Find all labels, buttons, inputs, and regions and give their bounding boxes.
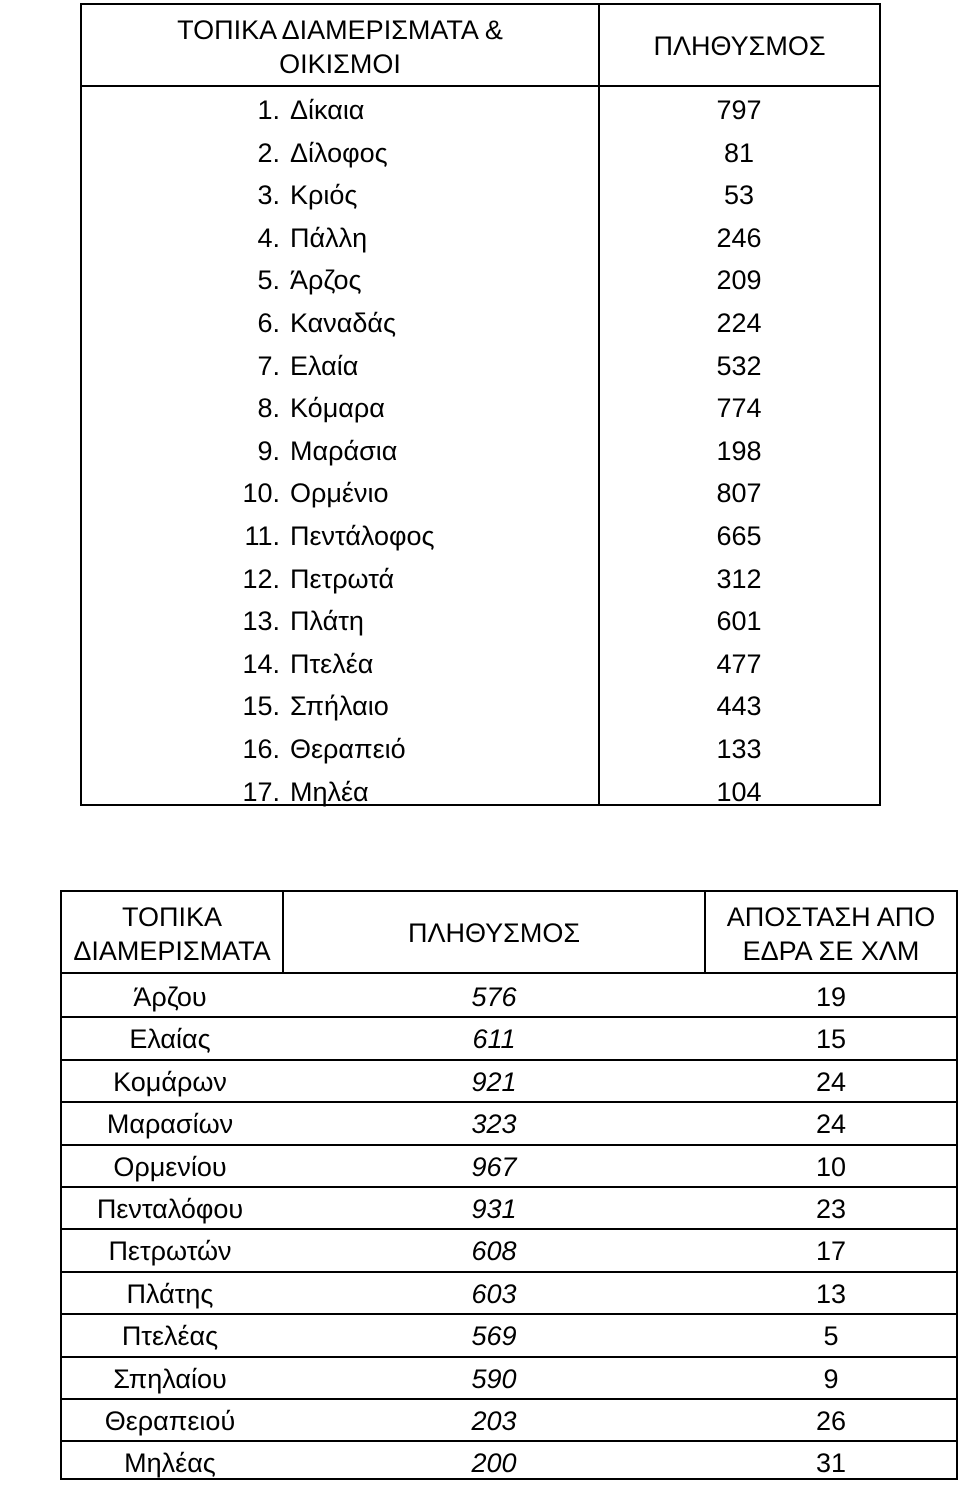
table-row bbox=[82, 259, 879, 302]
population-value: 477 bbox=[716, 648, 762, 679]
population-value: 603 bbox=[471, 1278, 517, 1309]
row-divider bbox=[62, 1271, 956, 1273]
distance-value: 17 bbox=[815, 1236, 847, 1267]
table-row bbox=[62, 1230, 956, 1272]
population-value: 443 bbox=[716, 691, 762, 722]
population-value: 611 bbox=[472, 1024, 516, 1055]
village-name: Πτελέα bbox=[290, 648, 374, 679]
population-value: 203 bbox=[471, 1405, 517, 1436]
table-row bbox=[62, 1273, 956, 1315]
table-row bbox=[62, 1103, 956, 1145]
district-name: Κομάρων bbox=[113, 1066, 227, 1097]
row-number: 15. bbox=[242, 691, 280, 722]
distance-value: 19 bbox=[815, 982, 847, 1012]
table-row bbox=[82, 558, 879, 601]
table-row bbox=[62, 1146, 956, 1188]
table-row bbox=[82, 600, 879, 643]
table-row bbox=[62, 976, 956, 1018]
population-value: 312 bbox=[716, 563, 762, 594]
header-local-districts bbox=[62, 900, 282, 968]
village-name: Μαράσια bbox=[290, 435, 398, 466]
table-row bbox=[62, 1315, 956, 1357]
row-divider bbox=[62, 1313, 956, 1315]
row-number: 9. bbox=[257, 435, 280, 466]
header-divider bbox=[82, 85, 879, 87]
table-row bbox=[62, 1018, 956, 1060]
village-name: Σπήλαιο bbox=[290, 691, 389, 722]
row-number: 5. bbox=[257, 265, 280, 296]
distance-value: 24 bbox=[815, 1066, 847, 1097]
village-name: Κόμαρα bbox=[290, 393, 385, 424]
row-divider bbox=[62, 1059, 956, 1061]
header-line-2: ΟΙΚΙΣΜΟΙ bbox=[279, 49, 401, 79]
row-divider bbox=[62, 1144, 956, 1146]
distance-value: 15 bbox=[815, 1024, 847, 1055]
villages-population-table bbox=[80, 3, 881, 806]
distance-value: 10 bbox=[815, 1151, 847, 1182]
population-value: 198 bbox=[716, 435, 762, 466]
table-row bbox=[82, 174, 879, 217]
distance-value: 24 bbox=[815, 1109, 847, 1140]
row-divider bbox=[62, 1016, 956, 1018]
table-row bbox=[62, 1442, 956, 1484]
district-name: Άρζου bbox=[133, 982, 207, 1012]
population-value: 209 bbox=[716, 265, 762, 296]
population-value: 967 bbox=[471, 1151, 517, 1182]
row-number: 2. bbox=[257, 137, 280, 168]
header-line-1: ΑΠΟΣΤΑΣΗ ΑΠΟ bbox=[726, 902, 936, 932]
table-row bbox=[82, 771, 879, 814]
table-row bbox=[82, 132, 879, 175]
header-distance bbox=[706, 900, 956, 968]
population-value: 576 bbox=[471, 982, 517, 1012]
table-row bbox=[62, 1188, 956, 1230]
header-local-districts bbox=[82, 13, 598, 81]
header-population: ΠΛΗΘΥΣΜΟΣ bbox=[653, 31, 826, 61]
village-name: Πάλλη bbox=[290, 222, 368, 253]
row-number: 14. bbox=[242, 648, 280, 679]
row-number: 12. bbox=[242, 563, 280, 594]
village-name: Καναδάς bbox=[290, 307, 397, 338]
distance-value: 9 bbox=[823, 1363, 839, 1394]
village-name: Κριός bbox=[290, 180, 358, 211]
population-value: 532 bbox=[716, 350, 762, 381]
village-name: Μηλέα bbox=[290, 776, 369, 807]
table-row bbox=[82, 345, 879, 388]
header-line-2: ΔΙΑΜΕΡΙΣΜΑΤΑ bbox=[73, 936, 271, 966]
village-name: Δίκαια bbox=[290, 95, 365, 125]
row-divider bbox=[62, 1356, 956, 1358]
table-row bbox=[82, 515, 879, 558]
row-number: 3. bbox=[257, 180, 280, 211]
row-number: 10. bbox=[242, 478, 280, 509]
header-line-1: ΤΟΠΙΚΑ ΔΙΑΜΕΡΙΣΜΑΤΑ & bbox=[177, 15, 503, 45]
district-name: Πτελέας bbox=[121, 1321, 219, 1352]
village-name: Ελαία bbox=[290, 350, 359, 381]
table-row bbox=[82, 685, 879, 728]
distance-value: 31 bbox=[815, 1448, 847, 1479]
population-value: 53 bbox=[723, 180, 755, 211]
population-value: 807 bbox=[716, 478, 762, 509]
header-divider bbox=[62, 972, 956, 974]
village-name: Θεραπειό bbox=[290, 733, 406, 764]
table-row bbox=[62, 1400, 956, 1442]
district-name: Μηλέας bbox=[124, 1448, 216, 1479]
district-name: Ορμενίου bbox=[113, 1151, 227, 1182]
village-name: Ορμένιο bbox=[290, 478, 389, 509]
village-name: Πεντάλοφος bbox=[290, 520, 435, 551]
row-number: 4. bbox=[257, 222, 280, 253]
population-value: 104 bbox=[716, 776, 762, 807]
districts-distance-table bbox=[60, 890, 958, 1480]
row-divider bbox=[62, 1440, 956, 1442]
table-row bbox=[82, 430, 879, 473]
population-value: 81 bbox=[723, 137, 755, 168]
row-divider bbox=[62, 1228, 956, 1230]
row-number: 8. bbox=[257, 393, 280, 424]
population-value: 921 bbox=[471, 1066, 517, 1097]
header-line-2: ΕΔΡΑ ΣΕ ΧΛΜ bbox=[742, 936, 920, 966]
district-name: Πλάτης bbox=[126, 1278, 214, 1309]
population-value: 601 bbox=[716, 606, 762, 637]
population-value: 200 bbox=[471, 1448, 517, 1479]
population-value: 246 bbox=[716, 222, 762, 253]
distance-value: 13 bbox=[815, 1278, 847, 1309]
population-value: 569 bbox=[471, 1321, 517, 1352]
population-value: 133 bbox=[716, 733, 762, 764]
population-value: 665 bbox=[716, 520, 762, 551]
population-value: 931 bbox=[471, 1193, 517, 1224]
district-name: Ελαίας bbox=[129, 1024, 211, 1055]
village-name: Πλάτη bbox=[290, 606, 364, 637]
table-row bbox=[62, 1358, 956, 1400]
distance-value: 23 bbox=[815, 1193, 847, 1224]
row-divider bbox=[62, 1186, 956, 1188]
distance-value: 5 bbox=[823, 1321, 839, 1352]
population-value: 774 bbox=[716, 393, 762, 424]
village-name: Δίλοφος bbox=[290, 137, 388, 168]
population-value: 590 bbox=[471, 1363, 517, 1394]
row-number: 6. bbox=[257, 307, 280, 338]
row-number: 16. bbox=[242, 733, 280, 764]
village-name: Πετρωτά bbox=[290, 563, 395, 594]
district-name: Μαρασίων bbox=[106, 1109, 234, 1140]
table-row bbox=[62, 1061, 956, 1103]
district-name: Θεραπειού bbox=[104, 1405, 236, 1436]
header-population: ΠΛΗΘΥΣΜΟΣ bbox=[407, 918, 581, 948]
table-row bbox=[82, 728, 879, 771]
distance-value: 26 bbox=[815, 1405, 847, 1436]
population-value: 608 bbox=[471, 1236, 517, 1267]
table-body bbox=[82, 89, 879, 813]
district-name: Πετρωτών bbox=[108, 1236, 232, 1267]
table-row bbox=[82, 643, 879, 686]
row-divider bbox=[62, 1101, 956, 1103]
row-number: 13. bbox=[242, 606, 280, 637]
row-number: 17. bbox=[242, 776, 280, 807]
row-number: 1. bbox=[257, 95, 280, 125]
table-row bbox=[82, 302, 879, 345]
population-value: 797 bbox=[716, 95, 762, 125]
row-divider bbox=[62, 1398, 956, 1400]
district-name: Σπηλαίου bbox=[113, 1363, 227, 1394]
population-value: 323 bbox=[471, 1109, 517, 1140]
row-number: 7. bbox=[257, 350, 280, 381]
table-row bbox=[82, 217, 879, 260]
row-number: 11. bbox=[244, 520, 280, 551]
population-value: 224 bbox=[716, 307, 762, 338]
district-name: Πενταλόφου bbox=[96, 1193, 244, 1224]
table-row bbox=[82, 89, 879, 132]
table-row bbox=[82, 472, 879, 515]
header-line-1: ΤΟΠΙΚΑ bbox=[121, 902, 223, 932]
table-row bbox=[82, 387, 879, 430]
village-name: Άρζος bbox=[290, 265, 362, 296]
